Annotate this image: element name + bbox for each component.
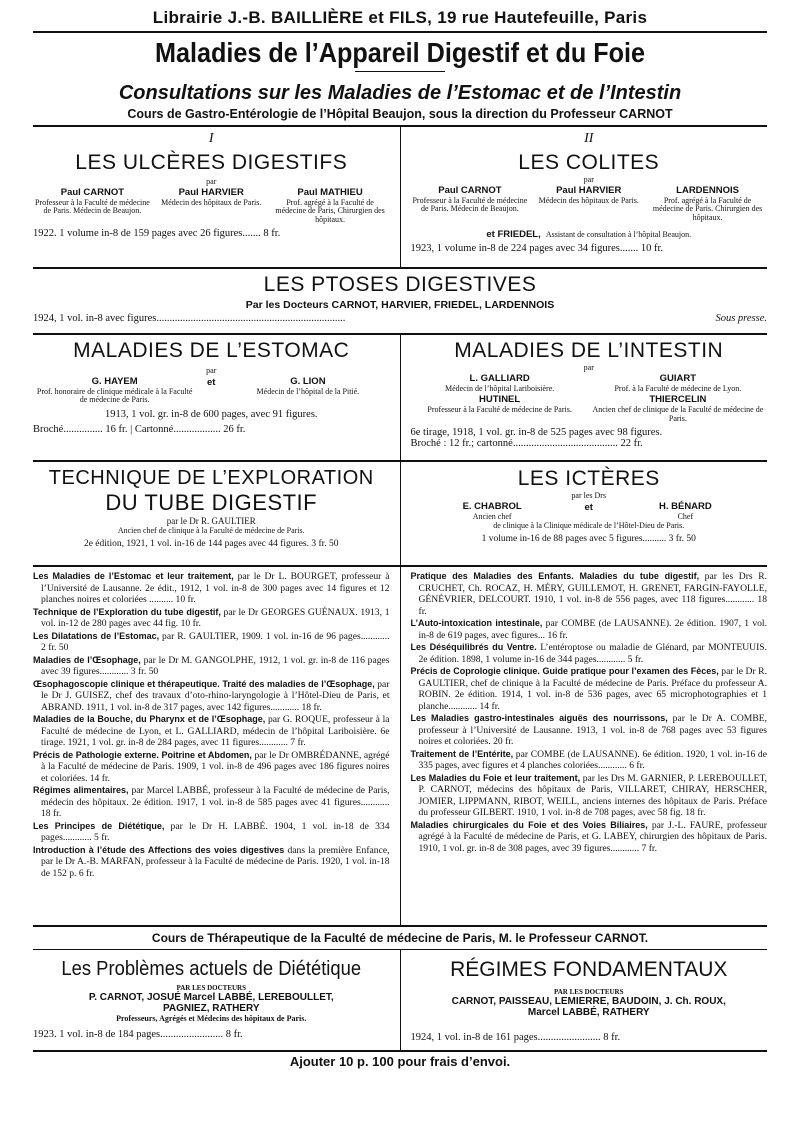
list-item: Pratique des Maladies des Enfants. Maladies du tube digestif, par les Drs R. CRUCHET, Ch. ROCAZ, H. MÉRY, GUILLEMOT, H. GRENET, FARGIN-FAYOLLE, GÉNÉVRIER, DELCOURT. 1910, 1 vol. in-8 de 556 pages, avec 118 figures............ 18 fr.	[410, 571, 767, 617]
list-item: Les Maladies du Foie et leur traitement, par les Drs M. GARNIER, P. LEREBOULLET, P. CARNOT, médecins des hôpitaux de Paris, VILLARET, CHIRAY, HERSCHER, JOMIER, LIPPMANN, RIBOT, WEILL, anciens internes des hôpitaux de Paris. Préface du professeur GILBERT. 1910, 1 vol. in-8 de 708 pages, avec 58 fig. 18 fr.	[410, 772, 767, 818]
author-desc: Médecin de l’hôpital Lariboisière.	[444, 383, 555, 393]
estomac-broche: Broché............... 16 fr. | Cartonné.................. 26 fr.	[33, 423, 246, 435]
footer-rule	[33, 1050, 767, 1052]
author-entry	[529, 186, 648, 222]
estomac-volume: 1913, 1 vol. gr. in-8 de 600 pages, avec 91 figures.	[104, 408, 318, 420]
problemes-title: Les Problèmes actuels de Diététique	[61, 958, 362, 980]
list-item: Les Dilatations de l’Estomac, par R. GAULTIER, 1909. 1 vol. in-16 de 96 pages............ 2 fr. 50	[33, 630, 390, 653]
author-name: Paul HARVIER	[178, 187, 244, 198]
list-item: Précis de Pathologie externe. Poitrine et Abdomen, par le Dr OMBRÉDANNE, agrégé à la Faculté de médecine de Paris. 1909, 1 vol. in-8 de 496 pages avec 186 figures noires et coloriées. 14 fr.	[33, 749, 390, 784]
problemes-authors-2: PAGNIEZ, RATHERY	[163, 1003, 260, 1014]
page-title: Maladies de l’Appareil Digestif et du Foie	[154, 37, 646, 68]
ulceres-par: par	[206, 177, 217, 186]
author-entry	[411, 374, 589, 393]
list-item: Précis de Coprologie clinique. Guide pratique pour l’examen des Fèces, par le Dr R. GAULTIER, chef de clinique à la Faculté de médecine de Paris. Préface du professeur A. ROBIN. 2e édition. 1914, 1 vol. in-8 de 536 pages, avec 65 microphotographies et 1 planche............ 14 fr.	[410, 666, 767, 712]
author-name: H. BÉNARD	[658, 501, 712, 512]
author-desc: Médecin des hôpitaux de Paris.	[161, 197, 262, 207]
colites-friedel	[411, 222, 768, 241]
author-entry	[604, 502, 767, 521]
author-name: LARDENNOIS	[676, 185, 739, 196]
colites-title: LES COLITES	[518, 151, 660, 174]
problemes-desc: Professeurs, Agrégés et Médecins des hôpitaux de Paris.	[116, 1014, 307, 1023]
author-desc: Prof. à la Faculté de médecine de Lyon.	[614, 383, 742, 393]
author-desc: Prof. agrégé à la Faculté de médecine de Paris. Chirurgien des hôpitaux.	[652, 195, 763, 222]
author-name: GUIART	[659, 373, 697, 384]
author-entry	[411, 502, 574, 521]
problemes-authors-1: P. CARNOT, JOSUÉ Marcel LABBÉ, LEREBOULLET,	[88, 992, 334, 1003]
author-name: Paul CARNOT	[60, 187, 125, 198]
ulceres-roman: I	[208, 131, 214, 146]
colites-volume: 1923, 1 volume in-8 de 224 pages avec 34 figures....... 10 fr.	[410, 243, 664, 255]
intestin-title: MALADIES DE L’INTESTIN	[454, 339, 724, 362]
intestin-volume: 6e tirage, 1918, 1 vol. gr. in-8 de 525 pages avec 98 figures.	[410, 427, 663, 439]
author-desc: Professeur à la Faculté de médecine de Paris. Médecin de Beaujon.	[34, 197, 150, 216]
author-desc: Médecin des hôpitaux de Paris.	[538, 195, 639, 205]
ulceres-authors	[33, 188, 390, 224]
bibliography-right	[401, 567, 768, 925]
list-item: Les Déséquilibrés du Ventre. L’entéroptose ou maladie de Glénard, par MONTEUUIS. 2e édition. 1898, 1 volume in-16 de 344 pages............ 5 fr.	[410, 642, 767, 665]
ptoses-block	[33, 273, 767, 333]
problemes-volume: 1923. 1 vol. in-8 de 184 pages........................ 8 fr.	[33, 1029, 243, 1040]
author-entry	[648, 186, 767, 222]
author-entry	[33, 188, 152, 224]
icteres-block	[401, 462, 768, 565]
technique-icteres-row	[33, 462, 767, 565]
dietetique-row	[33, 950, 767, 1050]
icteres-authors	[411, 502, 768, 521]
list-item: Introduction à l’étude des Affections des voies digestives dans la première Enfance, par le Dr A.-B. MARFAN, professeur à la Faculté de médecine de Paris. 1920, 1 vol. in-18 de 152 p. 6 fr.	[33, 844, 390, 879]
cours-top-rule	[33, 925, 767, 927]
problemes-par: PAR LES DOCTEURS	[176, 984, 246, 992]
regimes-block	[401, 950, 768, 1050]
list-item: L’Auto-intoxication intestinale, par COMBE (de LAUSANNE). 2e édition. 1907, 1 vol. in-8 de 619 pages, avec figures... 16 fr.	[410, 618, 767, 641]
list-item: Les Maladies gastro-intestinales aiguës des nourrissons, par le Dr A. COMBE, professeur à l’Université de Lausanne. 1913, 1 vol. in-8 de 768 pages avec 53 figures noires et coloriées. 20 fr.	[410, 713, 767, 747]
friedel-name: et FRIEDEL,	[486, 229, 541, 241]
author-name: THIERCELIN	[649, 394, 707, 406]
author-desc: Ancien chef de clinique de la Faculté de médecine de Paris.	[592, 405, 764, 423]
list-item: Les Principes de Diététique, par le Dr H. LABBÉ. 1904, 1 vol. in-18 de 334 pages............ 5 fr.	[33, 820, 390, 843]
colites-block	[401, 127, 768, 267]
course-line: Cours de Gastro-Entérologie de l’Hôpital Beaujon, sous la direction du Professeur CARNOT	[127, 107, 673, 121]
intestin-par: par	[583, 363, 594, 372]
bibliography-row	[33, 567, 767, 925]
ptoses-authors: Par les Docteurs CARNOT, HARVIER, FRIEDEL, LARDENNOIS	[245, 299, 555, 311]
header-rule	[33, 31, 767, 33]
cours-line: Cours de Thérapeutique de la Faculté de médecine de Paris, M. le Professeur CARNOT.	[151, 931, 649, 945]
ulceres-block	[33, 127, 401, 267]
intestin-authors-b	[411, 395, 768, 423]
author-entry	[33, 377, 196, 405]
technique-desc: Ancien chef de clinique à la Faculté de médecine de Paris.	[117, 526, 305, 535]
footer-note: Ajouter 10 p. 100 pour frais d’envoi.	[289, 1054, 511, 1069]
author-entry	[411, 186, 530, 222]
ptoses-volume: 1924, 1 vol. in-8 avec figures........................................................................	[33, 313, 346, 324]
author-name: Paul MATHIEU	[297, 187, 363, 198]
author-desc: Médecin de l’hôpital de la Pitié.	[256, 386, 360, 396]
intestin-authors-a	[411, 374, 768, 393]
ulceres-colites-row	[33, 127, 767, 267]
author-desc: Ancien chef	[472, 511, 512, 521]
ptoses-volume-line	[33, 313, 767, 324]
author-name: G. LION	[290, 376, 326, 387]
ulceres-volume: 1922. 1 volume in-8 de 159 pages avec 26 figures....... 8 fr.	[33, 228, 281, 240]
ptoses-title: LES PTOSES DIGESTIVES	[263, 273, 537, 296]
author-name: L. GALLIARD	[469, 373, 530, 384]
author-desc: Prof. agrégé à la Faculté de médecine de Paris, Chirurgien des hôpitaux.	[275, 197, 385, 224]
colites-roman: II	[584, 131, 594, 146]
technique-title-1: TECHNIQUE DE L’EXPLORATION	[48, 467, 374, 489]
regimes-authors-2: Marcel LABBÉ, RATHERY	[527, 1007, 650, 1018]
list-item: Maladies chirurgicales du Foie et des Voies Biliaires, par J.-L. FAURE, professeur agrégé à la Faculté de médecine de Paris, et G. LABEY, chirurgien des hôpitaux de Paris. 1910, 1 vol. gr. in-8 de 308 pages, avec 39 figures............ 7 fr.	[410, 819, 767, 854]
list-item: Régimes alimentaires, par Marcel LABBÉ, professeur à la Faculté de médecine de Paris, médecin des hôpitaux. 2e édition. 1917, 1 vol. in-8 de 585 pages avec 41 figures............ 18 fr.	[33, 785, 390, 819]
author-name: G. HAYEM	[91, 376, 138, 387]
ulceres-title: LES ULCÈRES DIGESTIFS	[75, 151, 348, 174]
author-entry	[411, 395, 589, 423]
author-name: Paul HARVIER	[556, 185, 622, 196]
estomac-title: MALADIES DE L’ESTOMAC	[73, 339, 350, 362]
colites-par: par	[583, 175, 594, 184]
problemes-block	[33, 950, 401, 1050]
technique-block	[33, 462, 401, 565]
author-entry	[226, 377, 389, 405]
icteres-volume: 1 volume in-16 de 88 pages avec 5 figures.......... 3 fr. 50	[481, 534, 696, 545]
estomac-par: par	[206, 366, 217, 375]
ptoses-top-rule	[33, 267, 767, 269]
author-entry	[589, 395, 767, 423]
icteres-title: LES ICTÈRES	[517, 467, 660, 490]
list-item: Œsophagoscopie clinique et thérapeutique. Traité des maladies de l’Œsophage, par le Dr J. GUISEZ, chef des travaux d’oto-rhino-laryngologie à l’Hôtel-Dieu de Paris, et ABRAND. 1911, 1 vol. in-8 de 317 pages, avec 142 figures............ 18 fr.	[33, 678, 390, 713]
technique-author: par le Dr R. GAULTIER	[166, 516, 256, 526]
icteres-desc: de clinique à la Clinique médicale de l’Hôtel-Dieu de Paris.	[493, 521, 685, 531]
author-entry	[152, 188, 271, 224]
author-entry	[271, 188, 390, 224]
ptoses-status: Sous presse.	[715, 313, 767, 324]
regimes-par: PAR LES DOCTEURS	[554, 988, 624, 996]
author-desc: Professeur à la Faculté de médecine de Paris. Médecin de Beaujon.	[412, 195, 528, 214]
intestin-block	[401, 335, 768, 460]
page-subtitle: Consultations sur les Maladies de l’Estomac et de l’Intestin	[118, 82, 682, 104]
author-entry	[589, 374, 767, 393]
author-desc: Prof. honoraire de clinique médicale à la Faculté de médecine de Paris.	[36, 386, 193, 405]
list-item: Maladies de l’Œsophage, par le Dr M. GANGOLPHE, 1912, 1 vol. gr. in-8 de 116 pages avec 39 figures............ 3 fr. 50	[33, 654, 390, 677]
publisher-header: Librairie J.-B. BAILLIÈRE et FILS, 19 rue Hautefeuille, Paris	[152, 8, 648, 27]
intestin-broche: Broché : 12 fr.; cartonné........................................ 22 fr.	[410, 438, 643, 450]
technique-title-2: DU TUBE DIGESTIF	[105, 490, 318, 515]
author-desc: Chef	[677, 511, 694, 521]
author-desc: Professeur à la Faculté de médecine de Paris.	[427, 405, 572, 415]
regimes-volume: 1924, 1 vol. in-8 de 161 pages........................ 8 fr.	[410, 1032, 621, 1043]
regimes-authors-1: CARNOT, PAISSEAU, LEMIERRE, BAUDOIN, J. Ch. ROUX,	[451, 996, 726, 1007]
estomac-intestin-row	[33, 335, 767, 460]
friedel-desc: Assistant de consultation à l’hôpital Beaujon.	[545, 230, 692, 240]
list-item: Les Maladies de l’Estomac et leur traitement, par le Dr L. BOURGET, professeur à l’Université de Lausanne. 2e édit., 1912, 1 vol. in-8 de 300 pages avec 14 figures et 12 planches noires et coloriées .......... 10 fr.	[33, 571, 390, 605]
author-name: E. CHABROL	[462, 501, 522, 512]
colites-authors	[411, 186, 768, 222]
author-name: HUTINEL	[479, 394, 521, 406]
regimes-title: RÉGIMES FONDAMENTAUX	[450, 958, 728, 981]
icteres-par: par les Drs	[571, 491, 607, 500]
estomac-authors	[33, 377, 390, 405]
list-item: Technique de l’Exploration du tube digestif, par le Dr GEORGES GUÉNAUX. 1913, 1 vol. in-12 de 280 pages avec 44 fig. 10 fr.	[33, 606, 390, 629]
icteres-et: et	[584, 502, 593, 513]
list-item: Maladies de la Bouche, du Pharynx et de l’Œsophage, par G. ROQUE, professeur à la Faculté de médecine de Lyon, et L. GALLIARD, médecin de l’hôpital Lariboisière. 6e tirage. 1921, 1 vol. gr. in-8 de 284 pages, avec 11 figures............ 7 fr.	[33, 714, 390, 748]
list-item: Traitement de l’Entérite, par COMBE (de LAUSANNE). 6e édition. 1920, 1 vol. in-16 de 335 pages, avec figures et 4 planches coloriées............ 6 fr.	[410, 748, 767, 771]
author-name: Paul CARNOT	[438, 185, 502, 196]
bibliography-left	[33, 567, 401, 925]
estomac-block	[33, 335, 401, 460]
title-ornament	[355, 71, 445, 72]
technique-volume: 2e édition, 1921, 1 vol. in-16 de 144 pages avec 44 figures. 3 fr. 50	[83, 539, 339, 549]
estomac-et: et	[207, 377, 216, 388]
